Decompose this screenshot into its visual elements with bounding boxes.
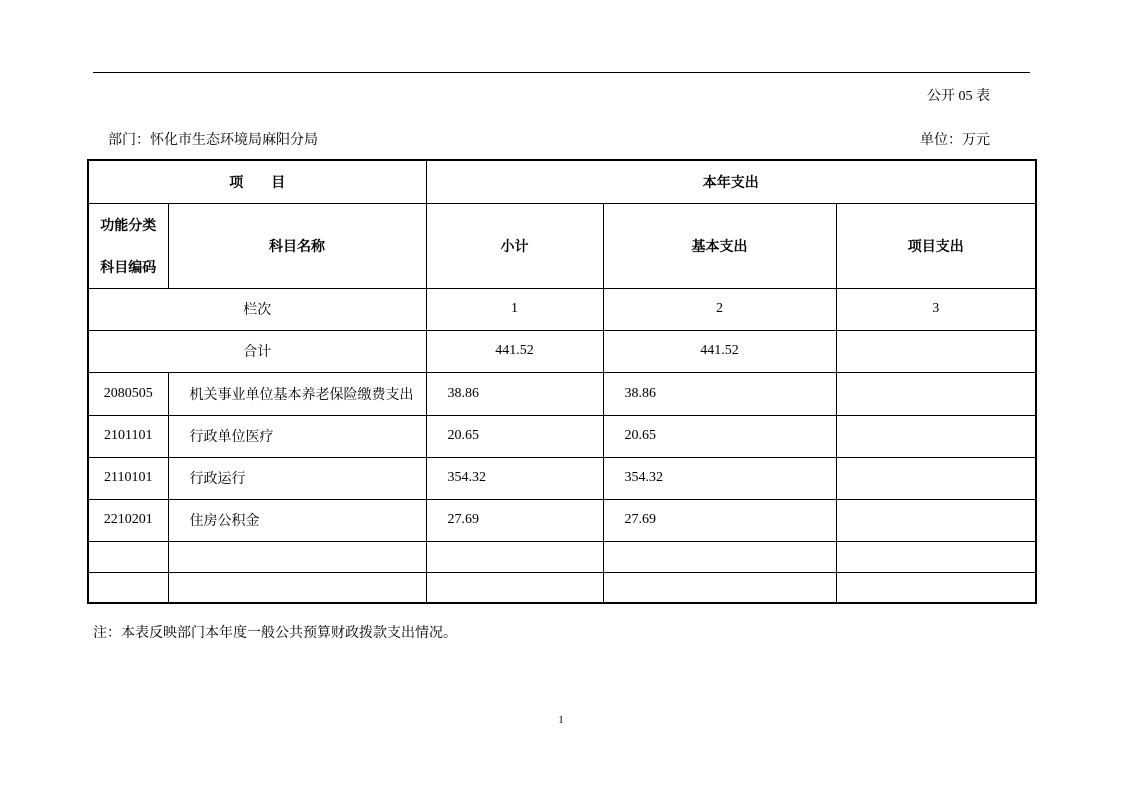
row-subtotal: 38.86 xyxy=(426,372,603,415)
empty-cell xyxy=(88,541,168,572)
column-index-label: 栏次 xyxy=(88,288,426,330)
row-name: 住房公积金 xyxy=(168,499,426,541)
expenditure-table xyxy=(87,159,1037,604)
row-basic: 27.69 xyxy=(603,499,836,541)
header-code-line2: 科目编码 xyxy=(100,258,157,275)
empty-cell xyxy=(426,572,603,603)
row-subtotal: 20.65 xyxy=(426,415,603,457)
total-basic: 441.52 xyxy=(603,330,836,372)
header-row-2 xyxy=(88,203,1036,288)
row-subtotal: 354.32 xyxy=(426,457,603,499)
row-project xyxy=(836,499,1036,541)
row-code: 2110101 xyxy=(88,457,168,499)
empty-cell xyxy=(168,572,426,603)
row-basic: 354.32 xyxy=(603,457,836,499)
row-project xyxy=(836,457,1036,499)
table-row xyxy=(88,499,1036,541)
total-project xyxy=(836,330,1036,372)
header-current-year: 本年支出 xyxy=(426,160,1036,203)
column-index-basic: 2 xyxy=(603,288,836,330)
total-row xyxy=(88,330,1036,372)
row-project xyxy=(836,415,1036,457)
header-row-1 xyxy=(88,160,1036,203)
row-name: 行政运行 xyxy=(168,457,426,499)
table-row xyxy=(88,372,1036,415)
table-row xyxy=(88,415,1036,457)
row-subtotal: 27.69 xyxy=(426,499,603,541)
column-index-subtotal: 1 xyxy=(426,288,603,330)
row-name: 行政单位医疗 xyxy=(168,415,426,457)
row-basic: 20.65 xyxy=(603,415,836,457)
header-project: 项目支出 xyxy=(836,203,1036,288)
total-subtotal: 441.52 xyxy=(426,330,603,372)
page-number: 1 xyxy=(558,714,564,726)
unit-label: 单位：万元 xyxy=(920,131,990,147)
header-item: 项 目 xyxy=(88,160,426,203)
header-subtotal: 小计 xyxy=(426,203,603,288)
empty-row xyxy=(88,572,1036,603)
empty-cell xyxy=(603,572,836,603)
row-name: 机关事业单位基本养老保险缴费支出 xyxy=(168,372,426,415)
row-basic: 38.86 xyxy=(603,372,836,415)
header-code-line1: 功能分类 xyxy=(100,216,157,233)
header-name: 科目名称 xyxy=(168,203,426,288)
row-project xyxy=(836,372,1036,415)
top-rule xyxy=(93,72,1030,73)
empty-cell xyxy=(168,541,426,572)
empty-cell xyxy=(426,541,603,572)
form-code: 公开 05 表 xyxy=(927,89,990,104)
header-code xyxy=(88,203,168,288)
empty-row xyxy=(88,541,1036,572)
empty-cell xyxy=(88,572,168,603)
empty-cell xyxy=(836,541,1036,572)
table-row xyxy=(88,457,1036,499)
row-code: 2101101 xyxy=(88,415,168,457)
empty-cell xyxy=(836,572,1036,603)
row-code: 2210201 xyxy=(88,499,168,541)
department-label: 部门：怀化市生态环境局麻阳分局 xyxy=(108,131,318,147)
row-code: 2080505 xyxy=(88,372,168,415)
column-index-row xyxy=(88,288,1036,330)
column-index-project: 3 xyxy=(836,288,1036,330)
table-note: 注：本表反映部门本年度一般公共预算财政拨款支出情况。 xyxy=(93,624,457,640)
total-label: 合计 xyxy=(88,330,426,372)
header-basic: 基本支出 xyxy=(603,203,836,288)
empty-cell xyxy=(603,541,836,572)
